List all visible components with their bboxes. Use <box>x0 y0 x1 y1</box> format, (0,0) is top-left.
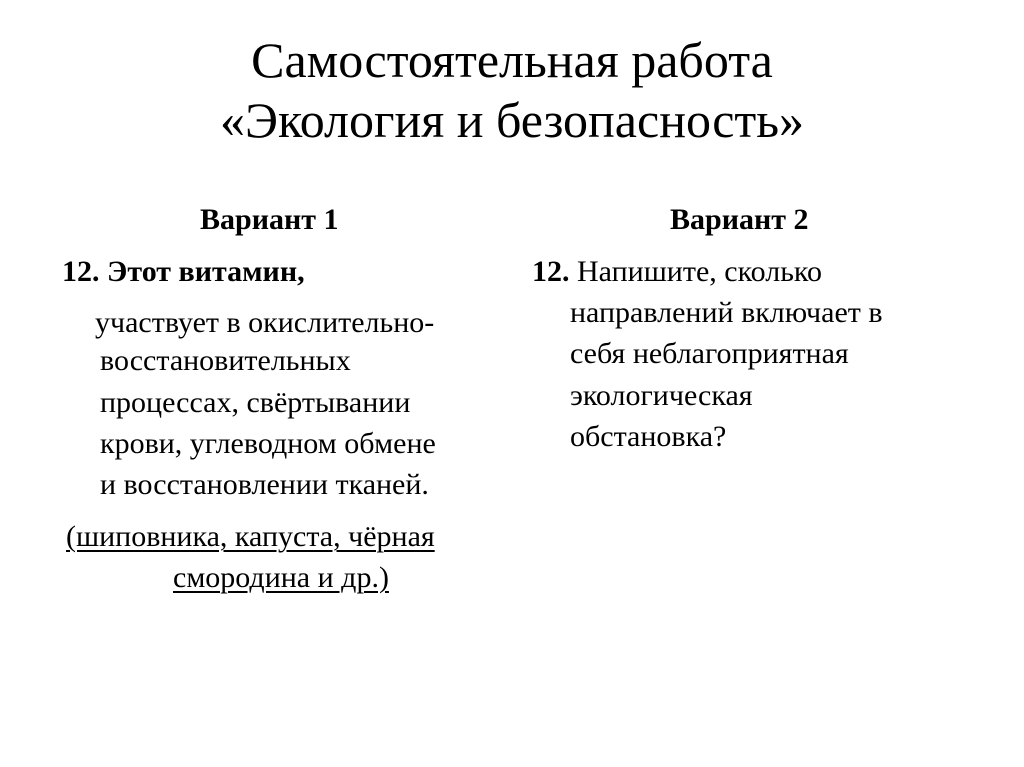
variant-2-question-number: 12. <box>532 255 570 288</box>
variant-2-question-line: себя неблагоприятная <box>570 337 849 370</box>
variant-1-hint-line: смородина и др.) <box>173 561 389 594</box>
variant-2-question-line: обстановка? <box>570 420 727 453</box>
slide-title <box>0 30 1024 150</box>
variant-2-question-line: направлений включает в <box>570 296 883 329</box>
variant-1-body-line: крови, углеводном обмене <box>100 427 436 460</box>
variant-1-hint-line: (шиповника, капуста, чёрная <box>66 520 435 553</box>
variant-1-body-line: восстановительных <box>100 344 351 377</box>
variant-2-question-line: экологическая <box>570 379 753 412</box>
variant-2-question-first-line <box>532 251 822 293</box>
variant-1-body-line: участвует в окислительно- <box>95 306 435 339</box>
variant-2-heading: Вариант 2 <box>670 203 809 236</box>
variant-1-heading: Вариант 1 <box>200 203 339 236</box>
slide-title-line-1: Самостоятельная работа <box>251 32 773 88</box>
variant-1-body-line: процессах, свёртывании <box>100 386 411 419</box>
variant-2-question-line: Напишите, сколько <box>577 255 822 288</box>
variant-1-body-line: и восстановлении тканей. <box>100 468 429 501</box>
slide-title-line-2: «Экология и безопасность» <box>219 92 805 148</box>
variant-1-question-head: 12. Этот витамин, <box>62 255 305 288</box>
